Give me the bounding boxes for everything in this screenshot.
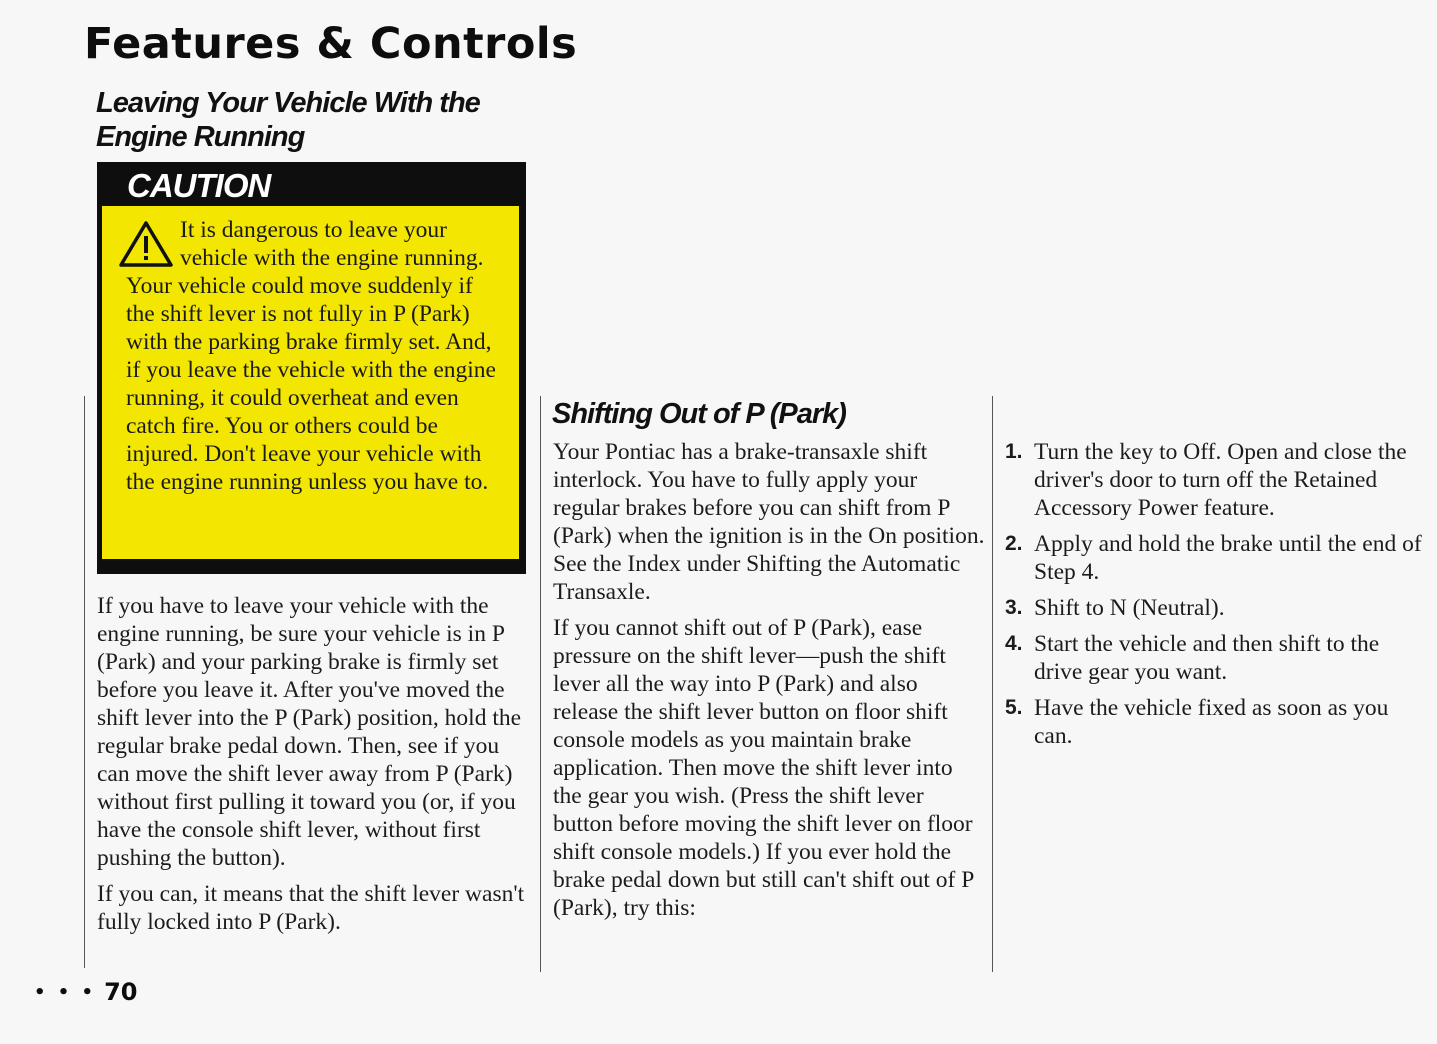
page-dots: • • • [34,981,97,1003]
column-divider-middle [540,396,541,972]
column-left [97,592,527,944]
paragraph-leave-engine-running: If you have to leave your vehicle with the engine running, be sure your vehicle is in P (Park) and your parking brake is firmly set before you leave it. After you've moved the shift lever into the P (Park) position, hold the regular brake pedal down. Then, see if you can move the shift lever away from P (Park) without first pulling it toward you (or, if you have the console shift lever, without first pushing the button). [97,593,522,871]
list-item: 1. Turn the key to Off. Open and close the driver's door to turn off the Retained Accessory Power feature. [1005,439,1407,521]
steps-list [1005,438,1425,750]
page-title: Features & Controls [84,19,578,69]
caution-label: CAUTION [127,167,271,204]
section-heading-leaving-vehicle: Leaving Your Vehicle With the Engine Running [96,87,480,153]
page-number: 70 [104,978,138,1006]
list-item: 4. Start the vehicle and then shift to the drive gear you want. [1005,631,1380,685]
column-divider-right [992,396,993,972]
paragraph-cannot-shift: If you cannot shift out of P (Park), ease pressure on the shift lever—push the shift lever all the way into P (Park) and also release the shift lever button on floor shift console models as you maintain brake application. Then move the shift lever into the gear you wish. (Press the shift lever button before moving the shift lever on floor shift console models.) If you ever hold the brake pedal down but still can't shift out of P (Park), try this: [553,615,974,921]
caution-box [97,162,526,574]
section-heading-shifting-out-of-park: Shifting Out of P (Park) [552,398,846,430]
paragraph-shift-interlock: Your Pontiac has a brake-transaxle shift interlock. You have to fully apply your regular brakes before you can shift from P (Park) when the ignition is in the On position. See the Index under Shifting the Automatic Transaxle. [553,439,985,605]
column-middle [553,438,985,930]
list-item: 5. Have the vehicle fixed as soon as you can. [1005,695,1389,749]
caution-text: It is dangerous to leave your vehicle with the engine running. Your vehicle could move suddenly if the shift lever is not fully in P (Park) with the parking brake firmly set. And, if you leave the vehicle with the engine running, it could overheat and even catch fire. You or others could be injured. Don't leave your vehicle with the engine running unless you have to. [126,217,496,495]
page-footer [34,978,137,1006]
list-item: 3. Shift to N (Neutral). [1005,595,1225,621]
paragraph-not-locked: If you can, it means that the shift lever wasn't fully locked into P (Park). [97,881,525,935]
caution-body [102,206,519,559]
list-item: 2. Apply and hold the brake until the end of Step 4. [1005,531,1422,585]
column-right [1005,438,1425,758]
column-divider-left [84,396,85,968]
